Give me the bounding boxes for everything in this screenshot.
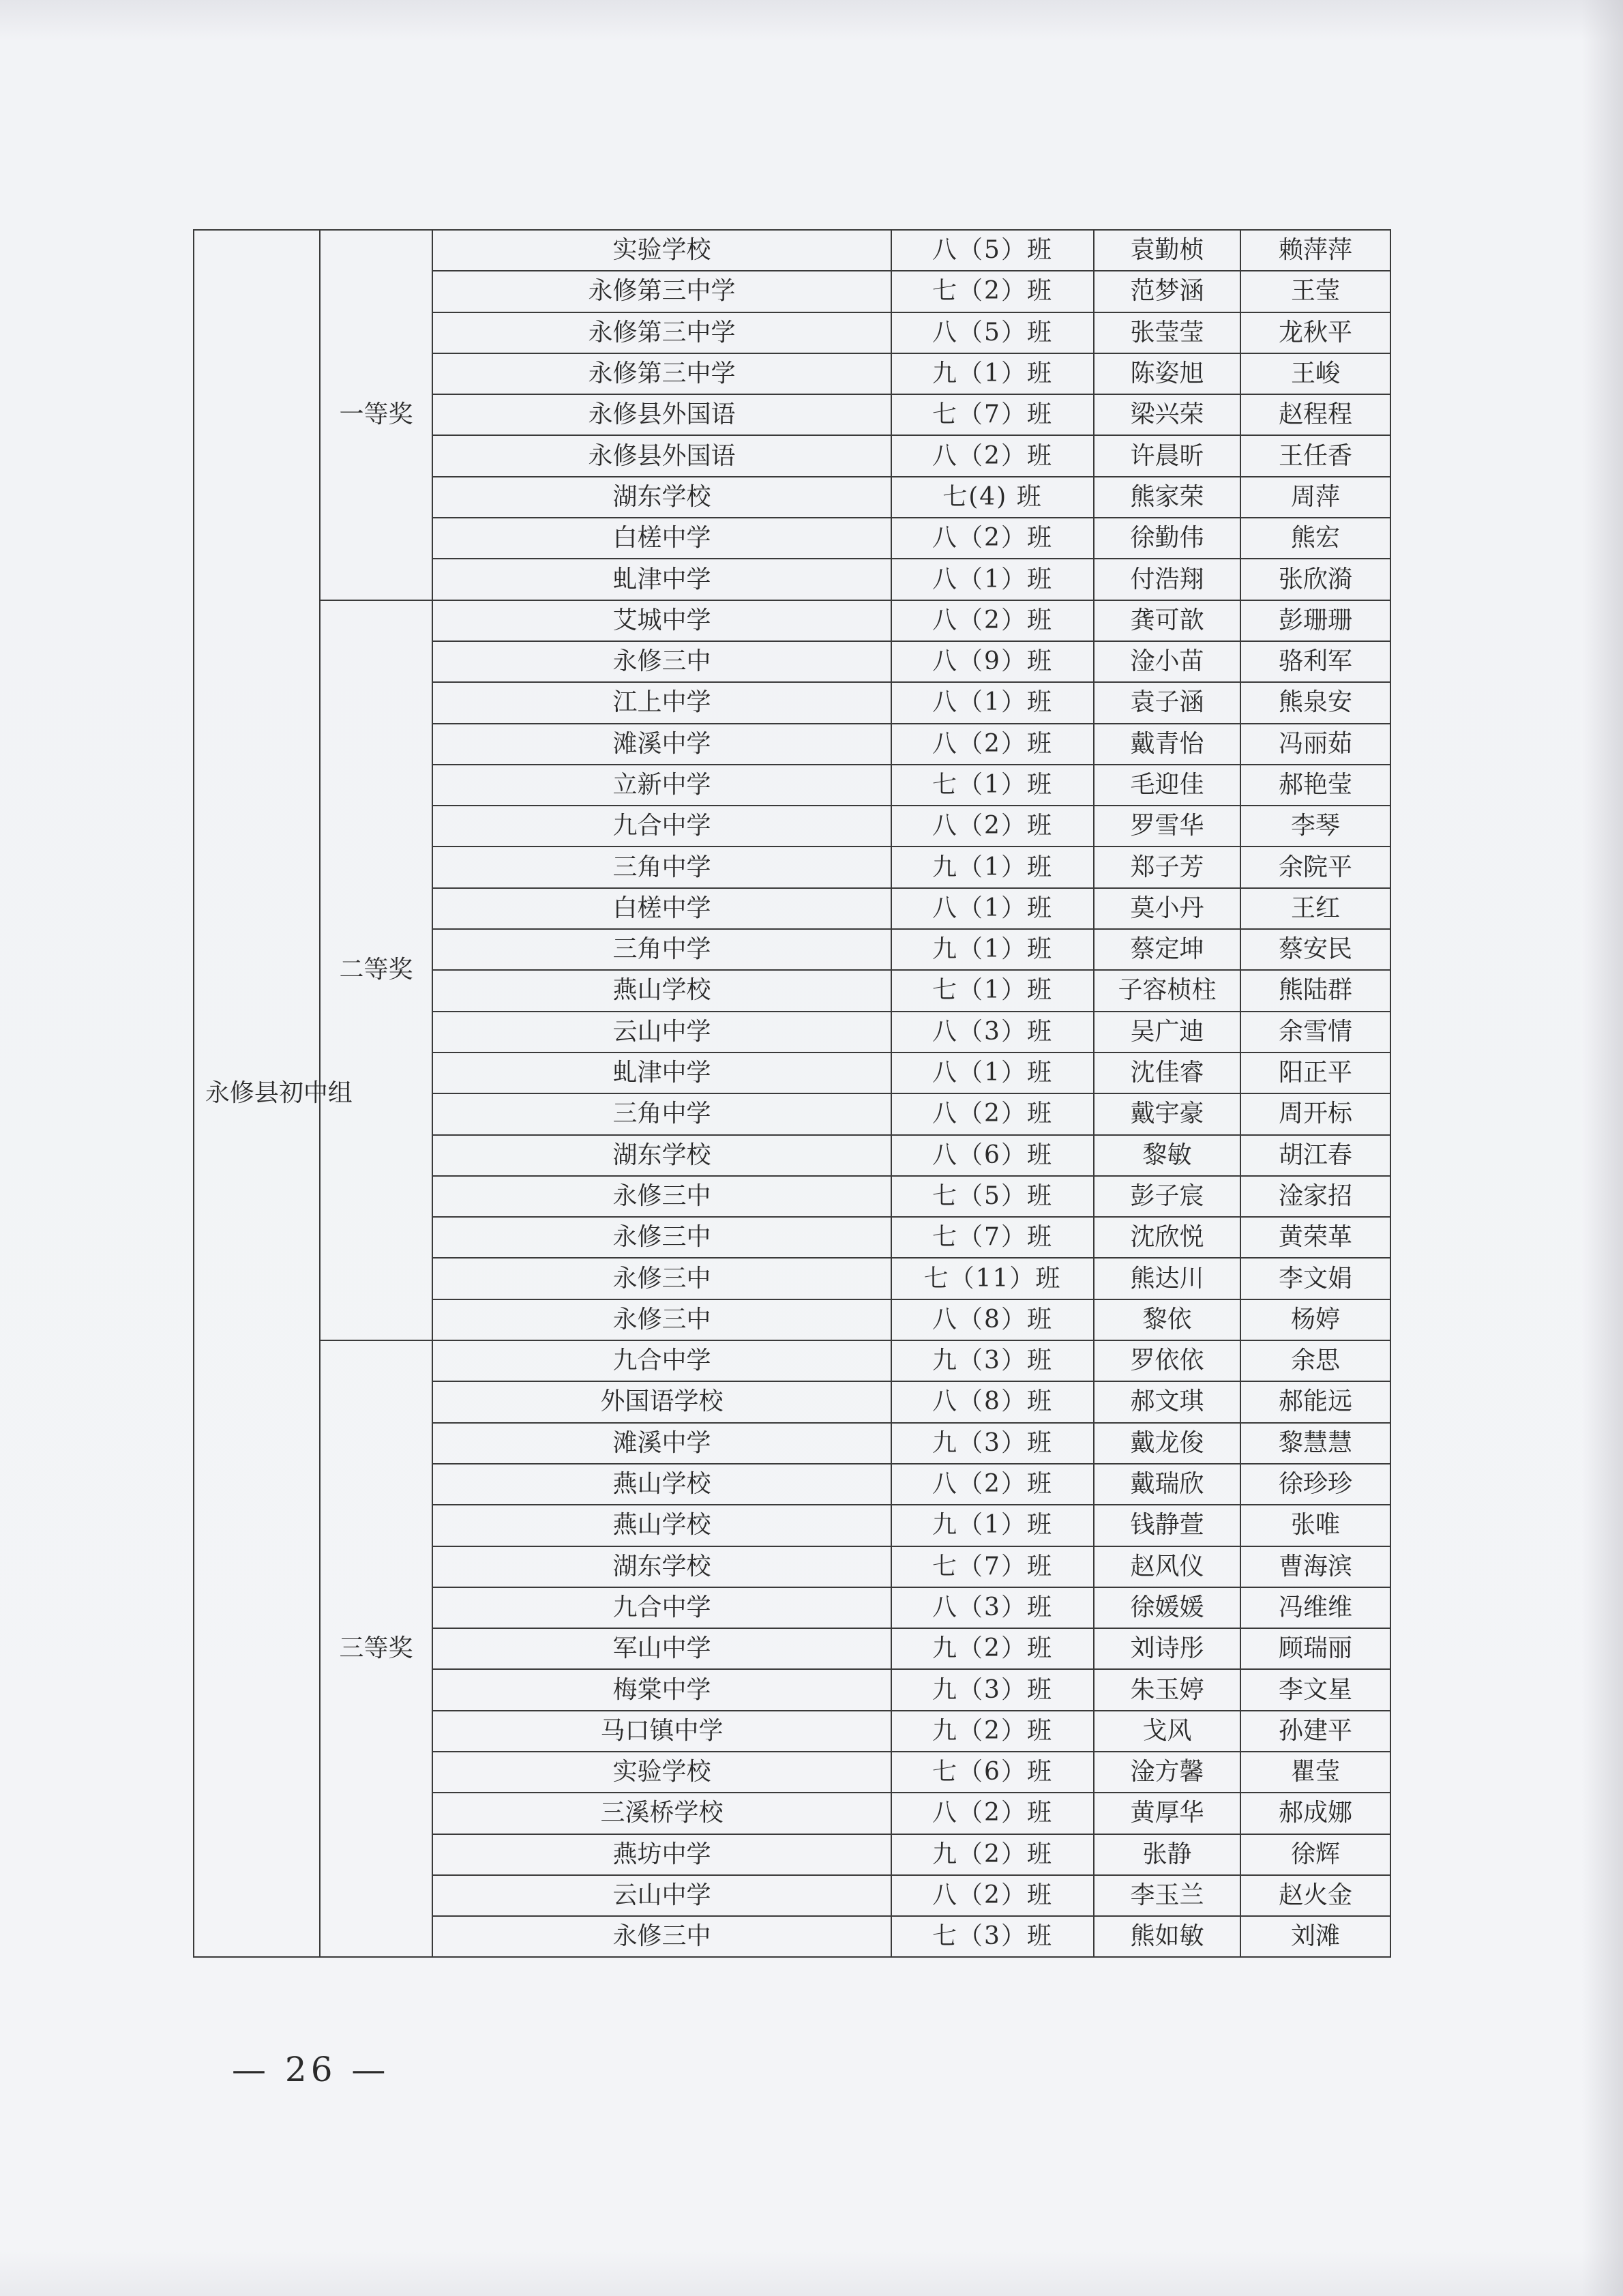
student-cell: 赵风仪: [1094, 1546, 1240, 1587]
student-cell: 李玉兰: [1094, 1875, 1240, 1916]
school-cell: 湖东学校: [432, 1546, 891, 1587]
student-cell: 淦方馨: [1094, 1752, 1240, 1793]
teacher-cell: 徐辉: [1240, 1834, 1390, 1875]
student-cell: 沈佳睿: [1094, 1053, 1240, 1093]
class-cell: 七（7）班: [891, 394, 1094, 435]
teacher-cell: 王峻: [1240, 353, 1390, 394]
school-cell: 艾城中学: [432, 600, 891, 641]
teacher-cell: 淦家招: [1240, 1176, 1390, 1217]
school-cell: 永修三中: [432, 1299, 891, 1340]
class-cell: 八（3）班: [891, 1587, 1094, 1628]
school-cell: 滩溪中学: [432, 724, 891, 765]
class-cell: 八（1）班: [891, 1053, 1094, 1093]
student-cell: 付浩翔: [1094, 559, 1240, 600]
student-cell: 戴青怡: [1094, 724, 1240, 765]
class-cell: 七（7）班: [891, 1217, 1094, 1258]
student-cell: 罗雪华: [1094, 806, 1240, 847]
class-cell: 八（2）班: [891, 435, 1094, 476]
school-cell: 九合中学: [432, 1587, 891, 1628]
school-cell: 永修县外国语: [432, 394, 891, 435]
student-cell: 郝文琪: [1094, 1381, 1240, 1422]
student-cell: 毛迎佳: [1094, 765, 1240, 806]
school-cell: 三溪桥学校: [432, 1793, 891, 1834]
school-cell: 外国语学校: [432, 1381, 891, 1422]
teacher-cell: 张欣漪: [1240, 559, 1390, 600]
school-cell: 永修三中: [432, 1217, 891, 1258]
class-cell: 八（8）班: [891, 1381, 1094, 1422]
student-cell: 梁兴荣: [1094, 394, 1240, 435]
school-cell: 江上中学: [432, 682, 891, 723]
student-cell: 徐媛媛: [1094, 1587, 1240, 1628]
teacher-cell: 李文娟: [1240, 1258, 1390, 1299]
class-cell: 九（3）班: [891, 1423, 1094, 1464]
school-cell: 燕山学校: [432, 1464, 891, 1505]
student-cell: 黎敏: [1094, 1135, 1240, 1176]
class-cell: 八（2）班: [891, 1793, 1094, 1834]
teacher-cell: 胡江春: [1240, 1135, 1390, 1176]
class-cell: 八（6）班: [891, 1135, 1094, 1176]
school-cell: 永修三中: [432, 641, 891, 682]
class-cell: 九（1）班: [891, 1505, 1094, 1546]
student-cell: 朱玉婷: [1094, 1669, 1240, 1710]
class-cell: 七（11）班: [891, 1258, 1094, 1299]
class-cell: 七（3）班: [891, 1916, 1094, 1957]
student-cell: 龚可歆: [1094, 600, 1240, 641]
teacher-cell: 彭珊珊: [1240, 600, 1390, 641]
student-cell: 彭子宸: [1094, 1176, 1240, 1217]
student-cell: 戴瑞欣: [1094, 1464, 1240, 1505]
student-cell: 黎依: [1094, 1299, 1240, 1340]
school-cell: 梅棠中学: [432, 1669, 891, 1710]
student-cell: 熊如敏: [1094, 1916, 1240, 1957]
student-cell: 黄厚华: [1094, 1793, 1240, 1834]
school-cell: 永修第三中学: [432, 312, 891, 353]
class-cell: 九（3）班: [891, 1669, 1094, 1710]
student-cell: 戴龙俊: [1094, 1423, 1240, 1464]
school-cell: 永修三中: [432, 1176, 891, 1217]
class-cell: 九（2）班: [891, 1628, 1094, 1669]
class-cell: 七(4) 班: [891, 477, 1094, 518]
teacher-cell: 龙秋平: [1240, 312, 1390, 353]
school-cell: 白槎中学: [432, 888, 891, 929]
teacher-cell: 徐珍珍: [1240, 1464, 1390, 1505]
class-cell: 八（2）班: [891, 724, 1094, 765]
school-cell: 燕坊中学: [432, 1834, 891, 1875]
school-cell: 永修第三中学: [432, 353, 891, 394]
teacher-cell: 郝能远: [1240, 1381, 1390, 1422]
school-cell: 虬津中学: [432, 1053, 891, 1093]
school-cell: 军山中学: [432, 1628, 891, 1669]
group-label: 永修县初中组: [205, 1079, 353, 1108]
student-cell: 吴广迪: [1094, 1012, 1240, 1053]
student-cell: 戴宇豪: [1094, 1093, 1240, 1134]
teacher-cell: 熊陆群: [1240, 970, 1390, 1011]
teacher-cell: 顾瑞丽: [1240, 1628, 1390, 1669]
table-row: [194, 600, 1390, 641]
class-cell: 八（2）班: [891, 1875, 1094, 1916]
teacher-cell: 冯维维: [1240, 1587, 1390, 1628]
class-cell: 八（1）班: [891, 559, 1094, 600]
teacher-cell: 熊宏: [1240, 518, 1390, 559]
teacher-cell: 杨婷: [1240, 1299, 1390, 1340]
teacher-cell: 周开标: [1240, 1093, 1390, 1134]
student-cell: 刘诗彤: [1094, 1628, 1240, 1669]
class-cell: 七（2）班: [891, 271, 1094, 312]
school-cell: 湖东学校: [432, 1135, 891, 1176]
awards-table-body: [194, 230, 1390, 1957]
award-level-second: 二等奖: [320, 600, 432, 1340]
student-cell: 沈欣悦: [1094, 1217, 1240, 1258]
teacher-cell: 黄荣革: [1240, 1217, 1390, 1258]
class-cell: 九（1）班: [891, 929, 1094, 970]
school-cell: 白槎中学: [432, 518, 891, 559]
student-cell: 子容桢柱: [1094, 970, 1240, 1011]
award-level-third: 三等奖: [320, 1340, 432, 1957]
teacher-cell: 蔡安民: [1240, 929, 1390, 970]
teacher-cell: 骆利军: [1240, 641, 1390, 682]
class-cell: 八（3）班: [891, 1012, 1094, 1053]
teacher-cell: 孙建平: [1240, 1711, 1390, 1752]
class-cell: 八（1）班: [891, 682, 1094, 723]
table-row: [194, 230, 1390, 271]
school-cell: 湖东学校: [432, 477, 891, 518]
student-cell: 陈姿旭: [1094, 353, 1240, 394]
school-cell: 滩溪中学: [432, 1423, 891, 1464]
awards-table: [193, 229, 1391, 1958]
class-cell: 八（1）班: [891, 888, 1094, 929]
student-cell: 许晨昕: [1094, 435, 1240, 476]
class-cell: 八（2）班: [891, 1093, 1094, 1134]
class-cell: 七（1）班: [891, 765, 1094, 806]
student-cell: 蔡定坤: [1094, 929, 1240, 970]
student-cell: 熊家荣: [1094, 477, 1240, 518]
page-number: — 26 —: [232, 2050, 390, 2089]
school-cell: 实验学校: [432, 1752, 891, 1793]
class-cell: 七（7）班: [891, 1546, 1094, 1587]
class-cell: 八（2）班: [891, 806, 1094, 847]
teacher-cell: 熊泉安: [1240, 682, 1390, 723]
teacher-cell: 郝艳莹: [1240, 765, 1390, 806]
school-cell: 永修三中: [432, 1916, 891, 1957]
class-cell: 八（9）班: [891, 641, 1094, 682]
teacher-cell: 赵火金: [1240, 1875, 1390, 1916]
class-cell: 八（8）班: [891, 1299, 1094, 1340]
school-cell: 实验学校: [432, 230, 891, 271]
student-cell: 罗依依: [1094, 1340, 1240, 1381]
class-cell: 九（2）班: [891, 1834, 1094, 1875]
class-cell: 七（1）班: [891, 970, 1094, 1011]
class-cell: 八（2）班: [891, 518, 1094, 559]
teacher-cell: 郝成娜: [1240, 1793, 1390, 1834]
school-cell: 三角中学: [432, 1093, 891, 1134]
class-cell: 八（5）班: [891, 312, 1094, 353]
student-cell: 钱静萱: [1094, 1505, 1240, 1546]
teacher-cell: 张唯: [1240, 1505, 1390, 1546]
teacher-cell: 余雪情: [1240, 1012, 1390, 1053]
school-cell: 三角中学: [432, 929, 891, 970]
student-cell: 袁子涵: [1094, 682, 1240, 723]
teacher-cell: 李琴: [1240, 806, 1390, 847]
teacher-cell: 周萍: [1240, 477, 1390, 518]
teacher-cell: 冯丽茹: [1240, 724, 1390, 765]
school-cell: 云山中学: [432, 1012, 891, 1053]
school-cell: 永修县外国语: [432, 435, 891, 476]
student-cell: 熊达川: [1094, 1258, 1240, 1299]
teacher-cell: 王红: [1240, 888, 1390, 929]
teacher-cell: 李文星: [1240, 1669, 1390, 1710]
class-cell: 九（1）班: [891, 353, 1094, 394]
award-level-first: 一等奖: [320, 230, 432, 600]
school-cell: 九合中学: [432, 1340, 891, 1381]
teacher-cell: 曹海滨: [1240, 1546, 1390, 1587]
teacher-cell: 刘滩: [1240, 1916, 1390, 1957]
table-row: [194, 1340, 1390, 1381]
teacher-cell: 王莹: [1240, 271, 1390, 312]
page-edge-shadow: [1582, 0, 1623, 2296]
school-cell: 九合中学: [432, 806, 891, 847]
teacher-cell: 阳正平: [1240, 1053, 1390, 1093]
class-cell: 八（5）班: [891, 230, 1094, 271]
teacher-cell: 王任香: [1240, 435, 1390, 476]
student-cell: 徐勤伟: [1094, 518, 1240, 559]
teacher-cell: 余院平: [1240, 847, 1390, 887]
student-cell: 戈风: [1094, 1711, 1240, 1752]
school-cell: 燕山学校: [432, 1505, 891, 1546]
student-cell: 莫小丹: [1094, 888, 1240, 929]
teacher-cell: 瞿莹: [1240, 1752, 1390, 1793]
class-cell: 九（2）班: [891, 1711, 1094, 1752]
class-cell: 九（3）班: [891, 1340, 1094, 1381]
class-cell: 七（5）班: [891, 1176, 1094, 1217]
student-cell: 袁勤桢: [1094, 230, 1240, 271]
school-cell: 马口镇中学: [432, 1711, 891, 1752]
school-cell: 虬津中学: [432, 559, 891, 600]
class-cell: 八（2）班: [891, 600, 1094, 641]
student-cell: 淦小苗: [1094, 641, 1240, 682]
student-cell: 郑子芳: [1094, 847, 1240, 887]
class-cell: 八（2）班: [891, 1464, 1094, 1505]
student-cell: 范梦涵: [1094, 271, 1240, 312]
class-cell: 九（1）班: [891, 847, 1094, 887]
school-cell: 永修三中: [432, 1258, 891, 1299]
school-cell: 立新中学: [432, 765, 891, 806]
class-cell: 七（6）班: [891, 1752, 1094, 1793]
school-cell: 三角中学: [432, 847, 891, 887]
student-cell: 张莹莹: [1094, 312, 1240, 353]
school-cell: 永修第三中学: [432, 271, 891, 312]
group-cell: [194, 230, 353, 1957]
teacher-cell: 赖萍萍: [1240, 230, 1390, 271]
school-cell: 云山中学: [432, 1875, 891, 1916]
school-cell: 燕山学校: [432, 970, 891, 1011]
teacher-cell: 黎慧慧: [1240, 1423, 1390, 1464]
teacher-cell: 余思: [1240, 1340, 1390, 1381]
student-cell: 张静: [1094, 1834, 1240, 1875]
teacher-cell: 赵程程: [1240, 394, 1390, 435]
